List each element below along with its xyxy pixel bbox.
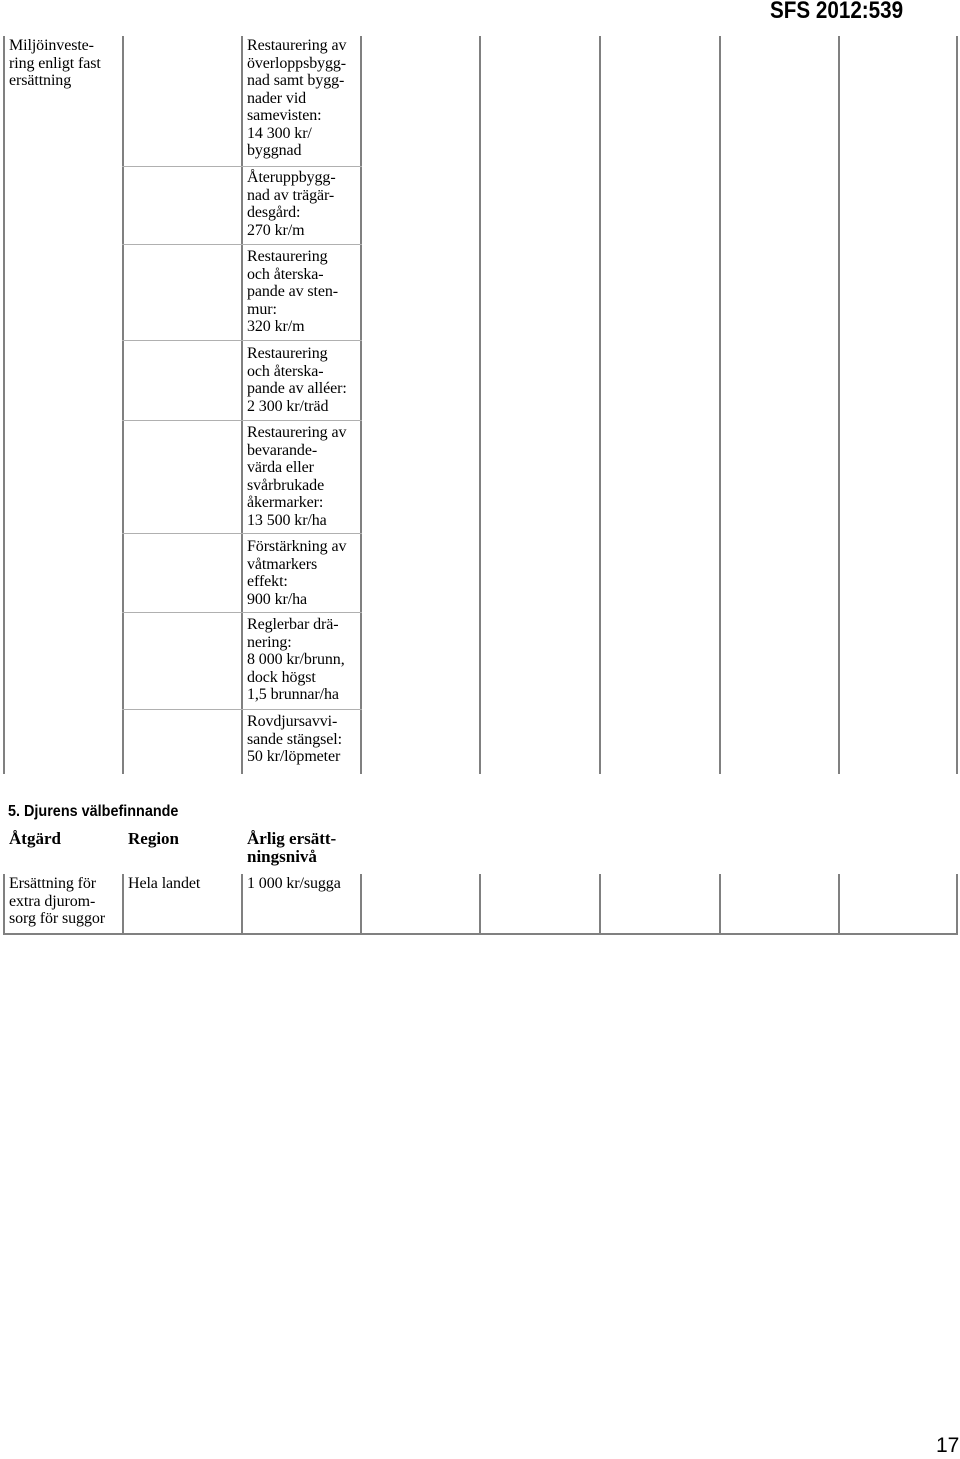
table-border	[3, 874, 5, 935]
compensation-cell: Restaurering och återska- pande av sten- mur: 320 kr/m	[247, 248, 339, 335]
sfs-number: SFS 2012:539	[770, 0, 904, 24]
column-header-region: Region	[128, 829, 179, 848]
table-border	[241, 874, 243, 935]
table-border	[956, 874, 958, 935]
measure-cell: Ersättning för extra djurom- sorg för suggor	[9, 875, 105, 927]
compensation-cell: Återuppbygg- nad av trägär- desgård: 270 kr/m	[247, 169, 336, 239]
row-divider	[122, 709, 362, 710]
table-border	[719, 874, 721, 935]
table-border	[479, 36, 481, 774]
row-divider	[122, 533, 362, 534]
section-title: 5. Djurens välbefinnande	[8, 803, 179, 820]
column-header-level: Årlig ersätt- ningsnivå	[247, 829, 337, 866]
compensation-cell: Förstärkning av våtmarkers effekt: 900 kr/ha	[247, 538, 347, 608]
table-border	[838, 874, 840, 935]
table-border	[241, 36, 243, 774]
table-border	[599, 874, 601, 935]
row-divider	[122, 612, 362, 613]
table-border	[599, 36, 601, 774]
column-header-measure: Åtgärd	[9, 829, 61, 848]
table-border	[479, 874, 481, 935]
table-border	[838, 36, 840, 774]
table-border	[360, 874, 362, 935]
row-divider	[122, 244, 362, 245]
table-border	[3, 36, 5, 774]
compensation-cell: Restaurering och återska- pande av alléer: 2 300 kr/träd	[247, 345, 347, 415]
table-bottom-border	[3, 933, 958, 935]
table-border	[360, 36, 362, 774]
region-cell: Hela landet	[128, 875, 201, 892]
table-border	[956, 36, 958, 774]
row-divider	[122, 340, 362, 341]
page-number: 17	[936, 1434, 960, 1457]
compensation-cell: Reglerbar drä- nering: 8 000 kr/brunn, dock högst 1,5 brunnar/ha	[247, 616, 345, 703]
compensation-table	[3, 36, 958, 774]
row-divider	[122, 166, 362, 167]
measure-cell: Miljöinveste- ring enligt fast ersättning	[9, 37, 101, 89]
compensation-cell: Rovdjursavvi- sande stängsel: 50 kr/löpmeter	[247, 713, 342, 765]
compensation-cell: Restaurering av överloppsbygg- nad samt bygg- nader vid samevisten: 14 300 kr/ byggnad	[247, 37, 347, 159]
row-divider	[122, 420, 362, 421]
table-border	[122, 874, 124, 935]
table-border	[122, 36, 124, 774]
table-border	[719, 36, 721, 774]
compensation-cell: Restaurering av bevarande- värda eller svårbrukade åkermarker: 13 500 kr/ha	[247, 424, 347, 529]
level-cell: 1 000 kr/sugga	[247, 875, 341, 892]
